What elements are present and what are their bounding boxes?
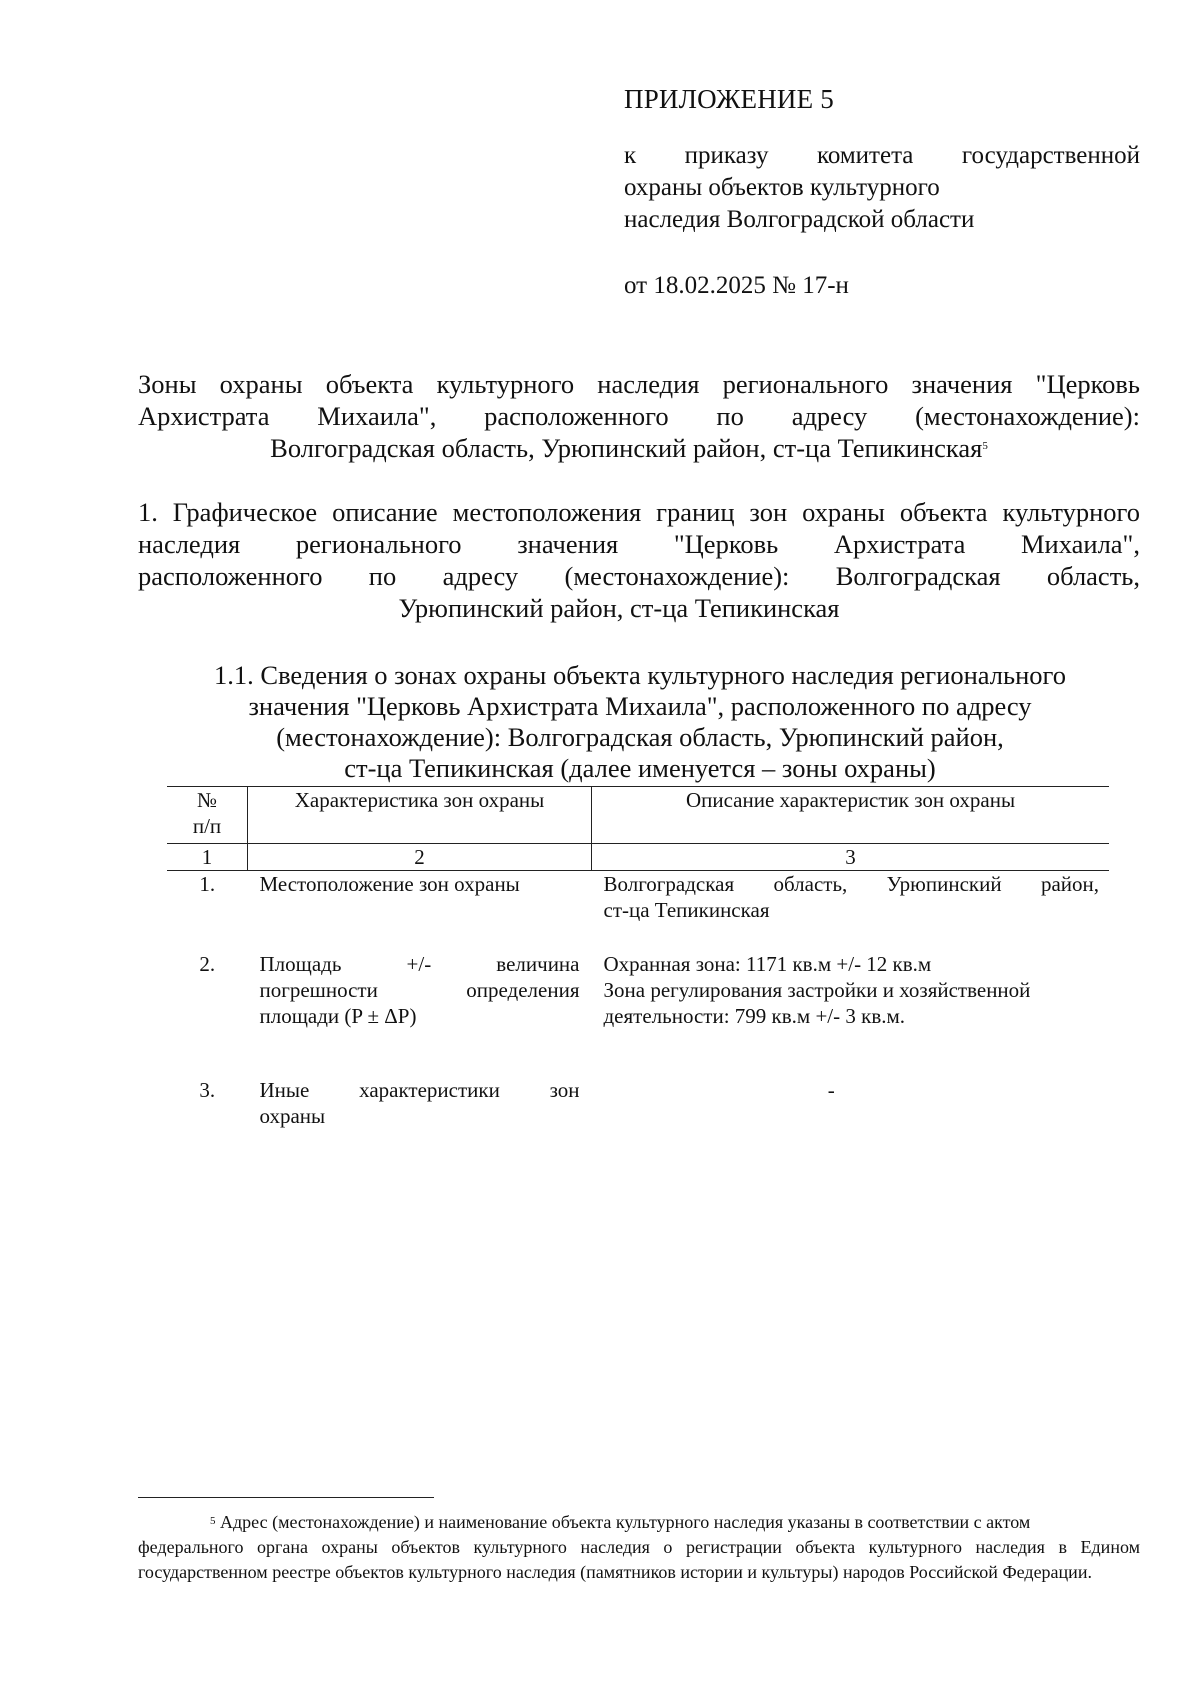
row-characteristic-line: охраны (259, 1104, 326, 1128)
footnote-marker: 5 (210, 1515, 216, 1527)
row-characteristic-line: Площадь +/- величина (259, 952, 580, 976)
appendix-title: ПРИЛОЖЕНИЕ 5 (624, 84, 834, 114)
section-1-1-line-2: значения "Церковь Архистрата Михаила", расположенного по адресу (248, 691, 1032, 721)
section-1-line-2: наследия регионального значения "Церковь Архистрата Михаила", (138, 529, 1140, 559)
table-row (167, 951, 1109, 1077)
row-characteristic (248, 951, 592, 1077)
section-1-1-line-4: ст-ца Тепикинская (далее именуется – зоны охраны) (344, 753, 936, 783)
appendix-line-3: наследия Волгоградской области (624, 206, 975, 233)
footnote-text: федерального органа охраны объектов культурного наследия о регистрации объекта культурного наследия в Едином государственном реестре объектов культурного наследия (памятников истории и культуры) народов Российской Федерации. (138, 1537, 1140, 1582)
header-characteristic: Характеристика зон охраны (248, 787, 592, 844)
row-characteristic-line: площади (P ± ΔP) (259, 1004, 417, 1028)
table-row (167, 871, 1109, 952)
row-description (592, 1077, 1110, 1137)
row-description-line: Охранная зона: 1171 кв.м +/- 12 кв.м (603, 952, 932, 976)
column-number: 2 (248, 844, 592, 871)
table-header-row (167, 787, 1109, 844)
section-1-1-line-1: 1.1. Сведения о зонах охраны объекта культурного наследия регионального (214, 660, 1066, 690)
row-description (592, 951, 1110, 1077)
section-1-line-4: Урюпинский район, ст-ца Тепикинская (398, 593, 840, 623)
document-title (138, 368, 1140, 464)
appendix-reference (624, 140, 1140, 236)
footnote (138, 1510, 1140, 1585)
header-number (167, 787, 248, 844)
column-number: 1 (167, 844, 248, 871)
row-description (592, 871, 1110, 952)
header-number-symbol: № (196, 788, 218, 812)
section-1-line-3: расположенного по адресу (местонахождение): Волгоградская область, (138, 561, 1140, 591)
row-characteristic (248, 1077, 592, 1137)
footnote-lead (138, 1510, 1140, 1535)
row-characteristic-line: погрешности определения (259, 978, 580, 1002)
row-characteristic: Местоположение зон охраны (259, 872, 520, 896)
document-title-line-3 (138, 432, 1140, 464)
section-1-line-1: 1. Графическое описание местоположения границ зон охраны объекта культурного (138, 497, 1140, 527)
table-column-numbers-row (167, 844, 1109, 871)
zones-table (167, 786, 1109, 1137)
row-number: 3. (199, 1078, 216, 1102)
table-row (167, 1077, 1109, 1137)
document-title-line-2: Архистрата Михаила", расположенного по адресу (местонахождение): (138, 401, 1140, 431)
row-description-line: деятельности: 799 кв.м +/- 3 кв.м. (603, 1004, 906, 1028)
footnote-lead-text: Адрес (местонахождение) и наименование объекта культурного наследия указаны в соответствии с актом (220, 1512, 1031, 1532)
document-title-line-3-text: Волгоградская область, Урюпинский район, ст-ца Тепикинская (270, 433, 983, 463)
row-description-line: Волгоградская область, Урюпинский район, (603, 872, 1099, 896)
section-1-1-heading (190, 660, 1090, 784)
appendix-line-1: к приказу комитета государственной (624, 142, 1140, 169)
row-number: 2. (199, 952, 216, 976)
appendix-date: от 18.02.2025 № 17-н (624, 272, 849, 299)
header-description: Описание характеристик зон охраны (592, 787, 1110, 844)
row-description-line: Зона регулирования застройки и хозяйственной (603, 978, 1031, 1002)
footnote-reference[interactable]: 5 (982, 440, 988, 452)
header-number-abbr: п/п (192, 814, 222, 838)
section-1-1-line-3: (местонахождение): Волгоградская область, Урюпинский район, (276, 722, 1004, 752)
appendix-line-2: охраны объектов культурного (624, 174, 940, 201)
row-characteristic-line: Иные характеристики зон (259, 1078, 580, 1102)
footnote-separator (138, 1497, 434, 1498)
column-number: 3 (592, 844, 1110, 871)
document-title-line-1: Зоны охраны объекта культурного наследия регионального значения "Церковь (138, 369, 1140, 399)
row-number: 1. (199, 872, 216, 896)
row-description-dash: - (827, 1078, 835, 1102)
section-1-heading (138, 496, 1140, 624)
row-description-line: ст-ца Тепикинская (603, 898, 770, 922)
